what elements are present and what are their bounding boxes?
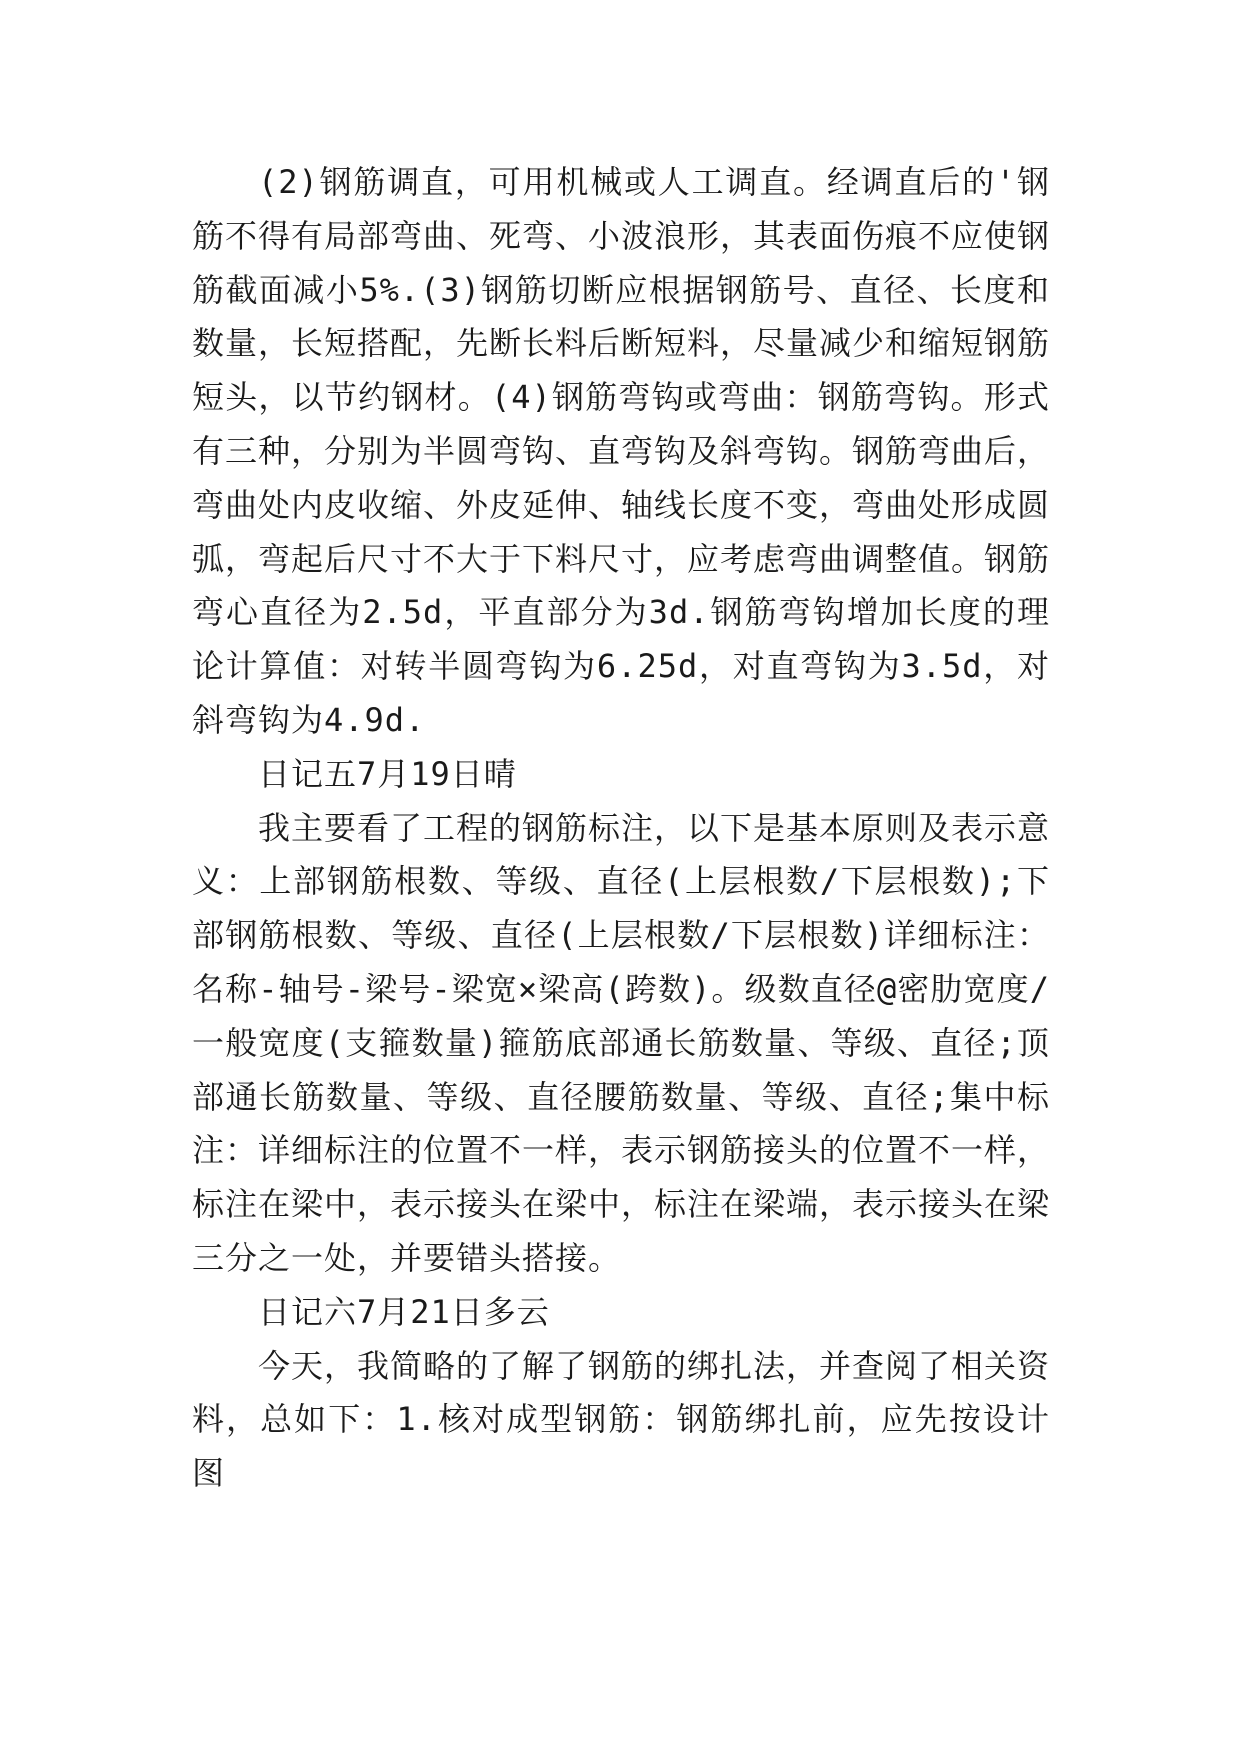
- paragraph-rebar-annotation: 我主要看了工程的钢筋标注，以下是基本原则及表示意义：上部钢筋根数、等级、直径(上层根数/下层根数);下部钢筋根数、等级、直径(上层根数/下层根数)详细标注：名称-轴号-梁号-梁宽×梁高(跨数)。级数直径@密肋宽度/一般宽度(支箍数量)箍筋底部通长筋数量、等级、直径;顶部通长筋数量、等级、直径腰筋数量、等级、直径;集中标注：详细标注的位置不一样，表示钢筋接头的位置不一样，标注在梁中，表示接头在梁中，标注在梁端，表示接头在梁三分之一处，并要错头搭接。: [192, 808, 1051, 1277]
- diary-heading-6: 日记六7月21日多云: [258, 1292, 550, 1331]
- diary-heading-5: 日记五7月19日晴: [258, 754, 517, 793]
- paragraph-rebar-processing: (2)钢筋调直，可用机械或人工调直。经调直后的'钢筋不得有局部弯曲、死弯、小波浪形，其表面伤痕不应使钢筋截面减小5%.(3)钢筋切断应根据钢筋号、直径、长度和数量，长短搭配，先断长料后断短料，尽量减少和缩短钢筋短头，以节约钢材。(4)钢筋弯钩或弯曲：钢筋弯钩。形式有三种，分别为半圆弯钩、直弯钩及斜弯钩。钢筋弯曲后，弯曲处内皮收缩、外皮延伸、轴线长度不变，弯曲处形成圆弧，弯起后尺寸不大于下料尺寸，应考虑弯曲调整值。钢筋弯心直径为2.5d，平直部分为3d.钢筋弯钩增加长度的理论计算值：对转半圆弯钩为6.25d，对直弯钩为3.5d，对斜弯钩为4.9d.: [192, 163, 1051, 739]
- document-body: [192, 156, 1050, 1501]
- paragraph-rebar-binding: 今天，我简略的了解了钢筋的绑扎法，并查阅了相关资料，总如下：1.核对成型钢筋：钢筋绑扎前，应先按设计图: [192, 1346, 1051, 1493]
